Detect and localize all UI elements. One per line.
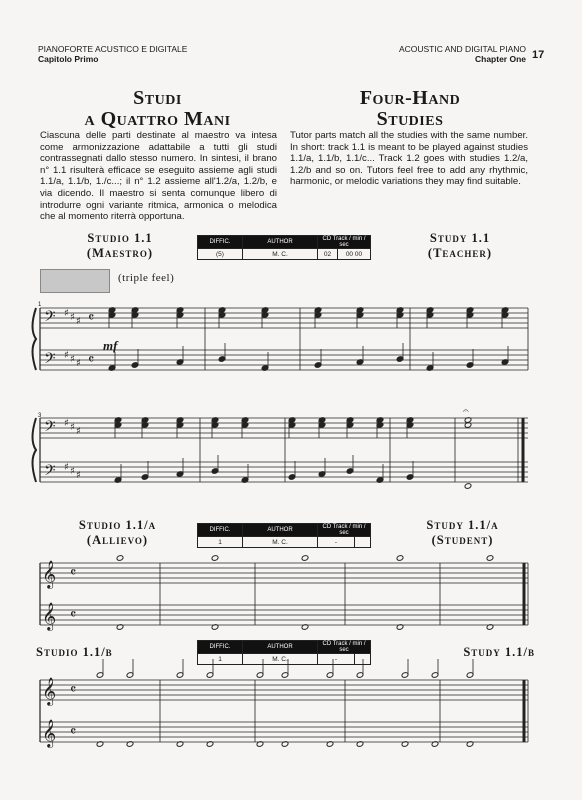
fermata-icon: 𝄐 xyxy=(463,406,469,417)
page-number: 17 xyxy=(532,49,545,61)
measure-number-3: 3 xyxy=(38,413,42,419)
study1-en-title: Study 1.1 xyxy=(429,231,491,245)
col-author: AUTHOR xyxy=(243,524,318,537)
study1-it-sub: (Maestro) xyxy=(86,246,154,260)
title-it-line2: a Quattro Mani xyxy=(84,108,231,130)
title-en-line2: Studies xyxy=(376,108,444,130)
track-value: - xyxy=(318,537,355,548)
sharp-icon: ♯ xyxy=(64,350,69,361)
author-value: M. C. xyxy=(243,537,318,548)
sharp-icon: ♯ xyxy=(70,312,75,323)
whole-note xyxy=(301,555,309,562)
col-difficulty: DIFFIC. xyxy=(198,524,243,537)
difficulty-value: 1 xyxy=(198,654,243,665)
dynamic-mark: mf xyxy=(103,338,118,353)
col-difficulty: DIFFIC. xyxy=(198,236,243,249)
track-value: - xyxy=(318,654,355,665)
book-title: PIANOFORTE ACUSTICO E DIGITALE xyxy=(38,44,188,54)
study1a-en-title: Study 1.1/a xyxy=(426,518,499,532)
chapter-label-en: Chapter One xyxy=(474,54,526,64)
col-cd-track: CD Track / min / sec xyxy=(318,524,371,537)
intro-english: Tutor parts match all the studies with the same number. In short: track 1.1 is meant to be played against studies 1.1/a, 1.1/b, 1.1/c... Track 1.2 goes with studies 1.2/a, 1.2/b and so on. Tutors feel free to add any rhythmic, harmonic, or melodic variations they may find suitable. xyxy=(290,130,528,188)
author-value: M. C. xyxy=(243,249,318,260)
whole-note xyxy=(464,483,472,490)
title-it-line1: Studi xyxy=(133,87,182,109)
difficulty-value: (5) xyxy=(198,249,243,260)
bass-clef-icon: 𝄢 xyxy=(44,418,56,439)
common-time-icon: 𝄴 xyxy=(70,607,77,623)
treble-clef-icon: 𝄞 xyxy=(42,677,57,705)
track-value: 02 xyxy=(318,249,338,260)
sharp-icon: ♯ xyxy=(76,316,81,327)
study1b-en-title: Study 1.1/b xyxy=(463,645,535,659)
study1-it-title: Studio 1.1 xyxy=(87,231,153,245)
sharp-icon: ♯ xyxy=(64,418,69,429)
sharp-icon: ♯ xyxy=(76,358,81,369)
col-difficulty: DIFFIC. xyxy=(198,641,243,654)
treble-clef-icon: 𝄞 xyxy=(42,602,57,630)
treble-clef-icon: 𝄞 xyxy=(42,560,57,588)
brace xyxy=(33,418,37,482)
sharp-icon: ♯ xyxy=(70,466,75,477)
sharp-icon: ♯ xyxy=(76,470,81,481)
brace xyxy=(33,308,37,370)
study1a-en-sub: (Student) xyxy=(431,533,494,547)
sharp-icon: ♯ xyxy=(76,426,81,437)
sharp-icon: ♯ xyxy=(64,462,69,473)
col-cd-track: CD Track / min / sec xyxy=(318,236,371,249)
author-value: M. C. xyxy=(243,654,318,665)
bass-clef-icon: 𝄢 xyxy=(44,462,56,483)
common-time-icon: 𝄴 xyxy=(70,724,77,740)
common-time-icon: 𝄴 xyxy=(70,682,77,698)
difficulty-value: 1 xyxy=(198,537,243,548)
study1a-it-title: Studio 1.1/a xyxy=(78,518,157,532)
bass-clef-icon: 𝄢 xyxy=(44,350,56,371)
col-cd-track: CD Track / min / sec xyxy=(318,641,371,654)
sharp-icon: ♯ xyxy=(64,308,69,319)
title-en-line1: Four-Hand xyxy=(359,87,461,109)
measure-number-1: 1 xyxy=(38,302,42,308)
sharp-icon: ♯ xyxy=(70,422,75,433)
whole-note xyxy=(486,555,494,562)
book-title-en: ACOUSTIC AND DIGITAL PIANO xyxy=(398,44,526,54)
feel-label: (triple feel) xyxy=(118,272,175,284)
common-time-icon: 𝄴 xyxy=(88,310,95,326)
study1a-it-sub: (Allievo) xyxy=(86,533,149,547)
study1b-it-title: Studio 1.1/b xyxy=(36,645,113,659)
sharp-icon: ♯ xyxy=(70,354,75,365)
col-author: AUTHOR xyxy=(243,641,318,654)
time-value: 00 00 xyxy=(337,249,370,260)
bass-clef-icon: 𝄢 xyxy=(44,308,56,329)
common-time-icon: 𝄴 xyxy=(88,352,95,368)
study1-en-sub: (Teacher) xyxy=(427,246,493,260)
whole-note xyxy=(116,555,124,562)
common-time-icon: 𝄴 xyxy=(70,565,77,581)
col-author: AUTHOR xyxy=(243,236,318,249)
treble-clef-icon: 𝄞 xyxy=(42,719,57,747)
whole-note xyxy=(211,555,219,562)
chapter-label: Capitolo Primo xyxy=(38,54,99,64)
intro-italian: Ciascuna delle parti destinate al maestro va intesa come armonizzazione adattabile a tutti gli studi contrassegnati dallo stesso numero. In sintesi, il brano n° 1.1 risulterà efficace se eseguito assieme agli studi 1.1/a, 1.1/b, 1./c...; il n° 1.2 assieme all'1.2/a, 1.2/b, e via dicendo. Il maestro si senta comunque libero di introdurre ogni variante ritmica, armonica o melodica che al momento riterrà opportuna. xyxy=(40,130,277,223)
whole-note xyxy=(396,555,404,562)
